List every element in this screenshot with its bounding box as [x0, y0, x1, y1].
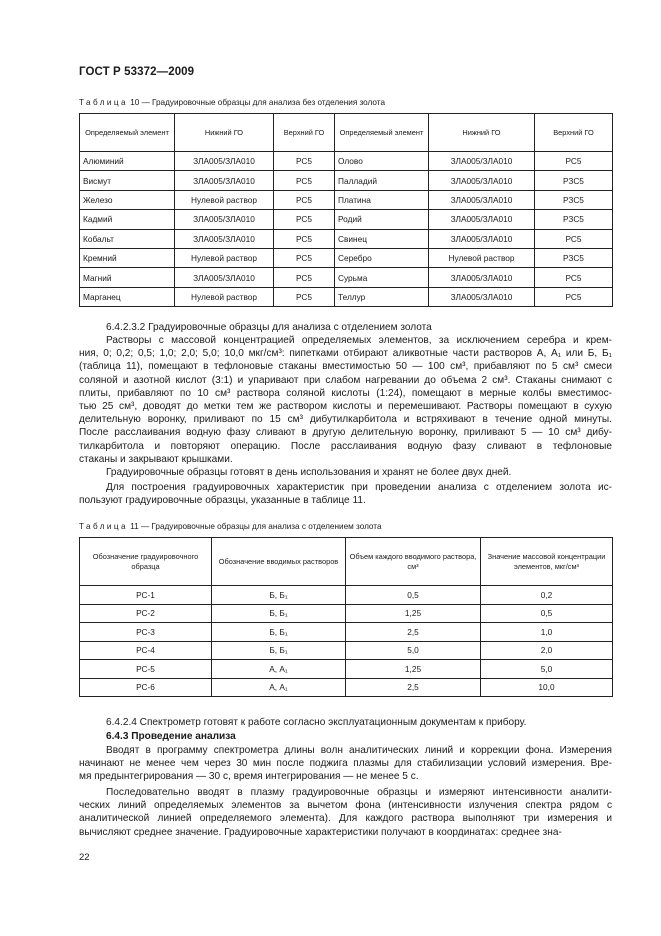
table10-cell: Серебро — [335, 248, 429, 267]
table10-row — [80, 248, 613, 267]
table11-row — [80, 623, 613, 642]
table10-cell: РЗС5 — [535, 248, 613, 267]
table11-cell: 0,2 — [481, 586, 613, 605]
table10-cell: РС5 — [535, 287, 613, 306]
table10-body — [80, 152, 613, 307]
table10-cell: Нулевой раствор — [429, 248, 535, 267]
table10-cell: Олово — [335, 152, 429, 171]
table11-cell: А, А₁ — [212, 678, 346, 697]
table10-header-row — [80, 114, 613, 152]
table10-cell: РЗС5 — [535, 210, 613, 229]
page-number: 22 — [79, 852, 90, 863]
table10-row — [80, 268, 613, 287]
table11-cell: Б, Б₁ — [212, 586, 346, 605]
section-6-4-2-3-2-para2: Градуировочные образцы готовят в день использования и хранят не более двух дней. — [106, 467, 512, 478]
table10-caption — [79, 98, 385, 107]
table10-cell: ЗЛА005/ЗЛА010 — [429, 287, 535, 306]
table11-cell: 1,0 — [481, 623, 613, 642]
table11-cell: РС-2 — [80, 604, 212, 623]
table11-header-row — [80, 538, 613, 586]
table11-cell: 0,5 — [346, 586, 481, 605]
table10-cell: Платина — [335, 190, 429, 209]
paragraph-line: пользуют градуировочные образцы, указанные в таблице 11. — [79, 495, 366, 507]
table10-cell: РС5 — [274, 287, 335, 306]
table11-cell: РС-1 — [80, 586, 212, 605]
paragraph-line: начинают не менее чем через 30 мин после поджига плазмы для стабилизации условий измерения. Вре- — [79, 758, 612, 770]
table10-cell: Родий — [335, 210, 429, 229]
table10-row — [80, 287, 613, 306]
table11-cell: Б, Б₁ — [212, 641, 346, 660]
table10 — [79, 113, 613, 307]
table10-header-cell: Верхний ГО — [274, 114, 335, 152]
table10-row — [80, 171, 613, 190]
table11-caption — [79, 522, 382, 531]
table11-cell: А, А₁ — [212, 660, 346, 679]
table10-cell: Алюминий — [80, 152, 175, 171]
table10-caption-label: Таблица — [79, 98, 128, 107]
table10-row — [80, 152, 613, 171]
paragraph-line: мя предынтегрирования — 30 с, время интегрирования — не менее 5 с. — [79, 771, 419, 783]
paragraph-line: Растворы с массовой концентрацией определяемых элементов, за исключением серебра и крем- — [106, 335, 612, 346]
table11-cell: Б, Б₁ — [212, 604, 346, 623]
table10-cell: Магний — [80, 268, 175, 287]
paragraph-line: делительную воронку, приливают по 15 см³ дибутилкарбитола и встряхивают в течение одной минуты. — [79, 414, 612, 426]
table10-cell: РС5 — [274, 210, 335, 229]
paragraph-line: тью 25 см³, доводят до метки тем же раствором кислоты и перемешивают. Растворы помещают в сухую — [79, 401, 612, 412]
table10-header-cell: Верхний ГО — [535, 114, 613, 152]
table10-cell: РС5 — [274, 152, 335, 171]
paragraph-line: плиты, прибавляют по 10 см³ раствора соляной кислоты (1:24), помещают в мерные колбы вместимос- — [79, 387, 612, 399]
table10-cell: РС5 — [274, 268, 335, 287]
table10-cell: РС5 — [274, 190, 335, 209]
table10-cell: Кремний — [80, 248, 175, 267]
table11-cell: 10,0 — [481, 678, 613, 697]
table11-header-cell: Значение массовой концентрации элементов, мкг/см³ — [481, 538, 613, 586]
table10-header-cell: Нижний ГО — [175, 114, 274, 152]
table10-cell: Кобальт — [80, 229, 175, 248]
paragraph-line: аналитической линией определяемого элемента). Для каждого раствора выполняют три измерения и — [79, 813, 612, 825]
table10-cell: РС5 — [535, 268, 613, 287]
section-6-4-3-title: 6.4.3 Проведение анализа — [106, 731, 236, 742]
table10-cell: Сурьма — [335, 268, 429, 287]
table10-cell: РЗС5 — [535, 190, 613, 209]
table10-cell: ЗЛА005/ЗЛА010 — [175, 268, 274, 287]
table10-cell: ЗЛА005/ЗЛА010 — [429, 171, 535, 190]
table10-cell: РС5 — [274, 248, 335, 267]
table10-cell: Висмут — [80, 171, 175, 190]
table11-header-cell: Объем каждого вводимого раствора, см³ — [346, 538, 481, 586]
paragraph-line: ческих линий определяемых элементов за вычетом фона (интенсивности излучения спектра рядом с — [79, 800, 612, 812]
paragraph-line: После расслаивания водную фазу сливают в другую делительную воронку, приливают 5 — 10 см³ дибу- — [79, 427, 612, 439]
table11-caption-label: Таблица — [79, 522, 128, 531]
table11-body — [80, 586, 613, 697]
table10-header-cell: Определяемый элемент — [335, 114, 429, 152]
table10-cell: ЗЛА005/ЗЛА010 — [429, 229, 535, 248]
table10-cell: ЗЛА005/ЗЛА010 — [175, 171, 274, 190]
table11-caption-text: 11 — Градуировочные образцы для анализа с отделением золота — [130, 522, 382, 531]
table11-cell: 1,25 — [346, 660, 481, 679]
table11-cell: РС-3 — [80, 623, 212, 642]
table10-row — [80, 210, 613, 229]
paragraph-line: стаканы и закрывают крышками. — [79, 453, 233, 465]
table10-cell: Палладий — [335, 171, 429, 190]
table11-cell: 1,25 — [346, 604, 481, 623]
table10-header-cell: Определяемый элемент — [80, 114, 175, 152]
table10-cell: Железо — [80, 190, 175, 209]
table10-cell: ЗЛА005/ЗЛА010 — [429, 268, 535, 287]
table10-cell: РС5 — [274, 171, 335, 190]
table10-cell: ЗЛА005/ЗЛА010 — [175, 152, 274, 171]
paragraph-line: (таблица 11), помещают в тефлоновые стаканы вместимостью 50 — 100 см³, прибавляют по 5 см³ смеси — [79, 361, 612, 373]
table10-cell: Теллур — [335, 287, 429, 306]
table10-cell: РС5 — [535, 229, 613, 248]
table10-cell: Нулевой раствор — [175, 248, 274, 267]
table10-cell: ЗЛА005/ЗЛА010 — [429, 152, 535, 171]
table11-cell: 5,0 — [346, 641, 481, 660]
table10-header-cell: Нижний ГО — [429, 114, 535, 152]
paragraph-line: Вводят в программу спектрометра длины волн аналитических линий и коррекции фона. Измерения — [106, 745, 612, 756]
paragraph-line: соляной и азотной кислот (3:1) и упаривают при слабом нагревании до объема 2 см³. Стаканы снимают с — [79, 374, 612, 386]
table11 — [79, 537, 613, 697]
paragraph-line: вычисляют среднее значение. Градуировочные характеристики получают в координатах: среднее зна- — [79, 826, 562, 838]
paragraph-line: тилкарбитола и повторяют операцию. После расслаивания водную фазу сливают в тефлоновые — [79, 440, 612, 452]
table11-row — [80, 586, 613, 605]
section-6-4-2-4: 6.4.2.4 Спектрометр готовят к работе согласно эксплуатационным документам к прибору. — [106, 717, 527, 728]
paragraph-line: ния, 0; 0,2; 0,5; 1,0; 2,0; 5,0; 10,0 мкг/см³: пипетками отбирают аликвотные части растворов А, А₁ или Б, Б₁ — [79, 348, 612, 360]
table10-cell: Свинец — [335, 229, 429, 248]
table11-cell: 0,5 — [481, 604, 613, 623]
table10-caption-text: 10 — Градуировочные образцы для анализа без отделения золота — [130, 98, 386, 107]
table10-cell: РЗС5 — [535, 171, 613, 190]
table10-cell: ЗЛА005/ЗЛА010 — [429, 210, 535, 229]
table10-cell: РС5 — [535, 152, 613, 171]
table11-cell: РС-4 — [80, 641, 212, 660]
paragraph-line: Последовательно вводят в плазму градуировочные образцы и измеряют интенсивности аналити- — [106, 787, 612, 798]
table10-cell: ЗЛА005/ЗЛА010 — [429, 190, 535, 209]
table10-cell: ЗЛА005/ЗЛА010 — [175, 210, 274, 229]
table10-row — [80, 190, 613, 209]
table11-row — [80, 604, 613, 623]
table11-cell: Б, Б₁ — [212, 623, 346, 642]
table11-row — [80, 678, 613, 697]
table10-cell: Нулевой раствор — [175, 190, 274, 209]
table10-row — [80, 229, 613, 248]
table11-header-cell: Обозначение градуировочного образца — [80, 538, 212, 586]
table11-cell: 2,5 — [346, 623, 481, 642]
document-header: ГОСТ Р 53372—2009 — [79, 66, 195, 78]
table10-cell: Кадмий — [80, 210, 175, 229]
table11-cell: 5,0 — [481, 660, 613, 679]
table10-cell: РС5 — [274, 229, 335, 248]
table11-row — [80, 641, 613, 660]
section-6-4-2-3-2-title: 6.4.2.3.2 Градуировочные образцы для анализа с отделением золота — [106, 322, 432, 333]
table11-cell: РС-6 — [80, 678, 212, 697]
paragraph-line: Для построения градуировочных характеристик при проведении анализа с отделением золота ис- — [106, 482, 612, 493]
table11-row — [80, 660, 613, 679]
table10-cell: Нулевой раствор — [175, 287, 274, 306]
table11-cell: 2,5 — [346, 678, 481, 697]
table11-cell: РС-5 — [80, 660, 212, 679]
table11-header-cell: Обозначение вводимых растворов — [212, 538, 346, 586]
table10-cell: Марганец — [80, 287, 175, 306]
table11-cell: 2,0 — [481, 641, 613, 660]
table10-cell: ЗЛА005/ЗЛА010 — [175, 229, 274, 248]
